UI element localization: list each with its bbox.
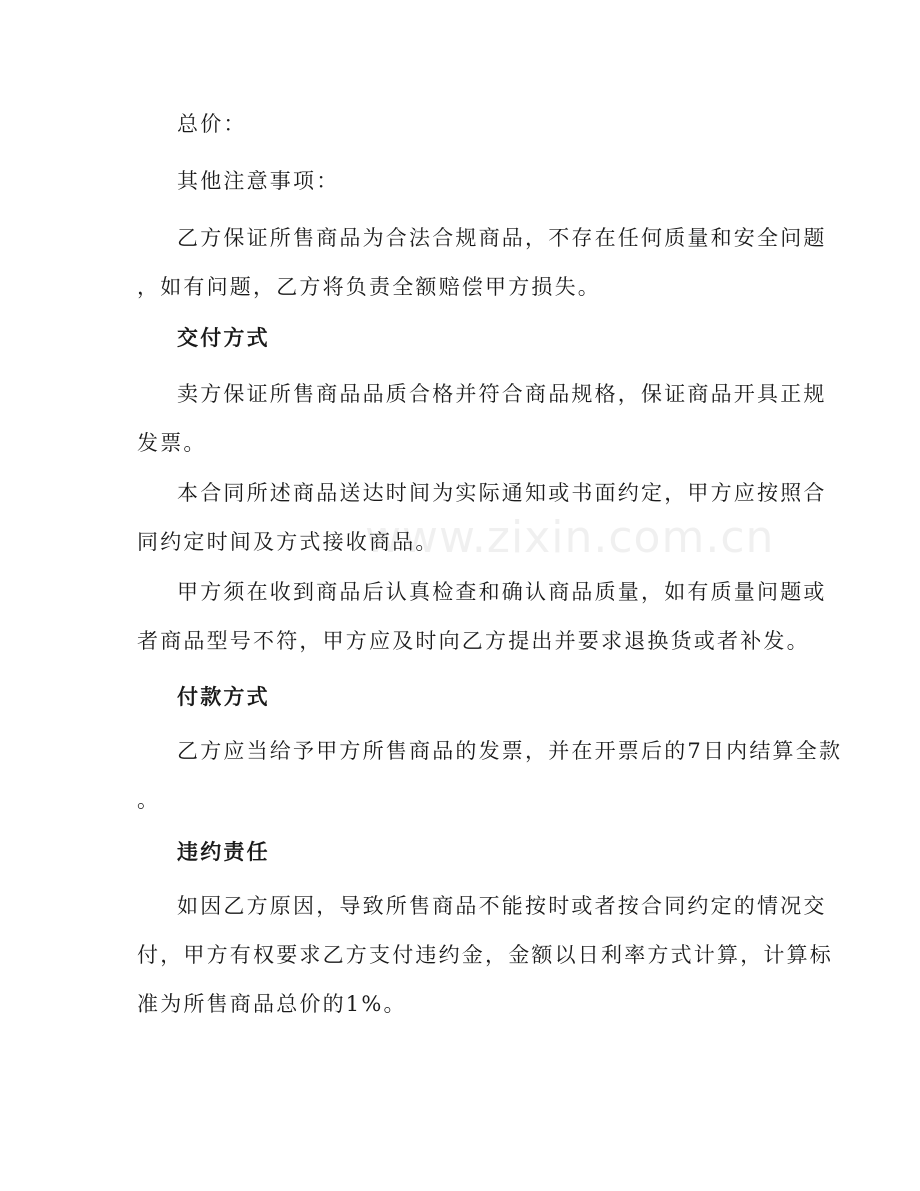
total-price-label: 总价： — [177, 112, 247, 136]
delivery-paragraph-1: 卖方保证所售商品品质合格并符合商品规格，保证商品开具正规 发票。 — [137, 382, 827, 455]
other-notes-label: 其他注意事项： — [177, 169, 340, 193]
delivery-heading: 交付方式 — [177, 325, 270, 350]
delivery-paragraph-2: 本合同所述商品送达时间为实际通知或书面约定，甲方应按照合 同约定时间及方式接收商品。 — [137, 481, 827, 554]
breach-heading: 违约责任 — [177, 839, 270, 864]
quality-guarantee-paragraph: 乙方保证所售商品为合法合规商品，不存在任何质量和安全问题 ，如有问题，乙方将负责全额赔偿甲方损失。 — [137, 226, 827, 299]
payment-paragraph: 乙方应当给予甲方所售商品的发票，并在开票后的7日内结算全款 。 — [137, 739, 843, 812]
breach-paragraph: 如因乙方原因，导致所售商品不能按时或者按合同约定的情况交 付，甲方有权要求乙方支付违约金，金额以日利率方式计算，计算标 准为所售商品总价的1%。 — [137, 894, 833, 1016]
watermark: www.zixin.com.cn — [365, 512, 775, 563]
payment-heading: 付款方式 — [177, 684, 270, 709]
delivery-paragraph-3: 甲方须在收到商品后认真检查和确认商品质量，如有质量问题或 者商品型号不符，甲方应及时向乙方提出并要求退换货或者补发。 — [137, 580, 827, 653]
